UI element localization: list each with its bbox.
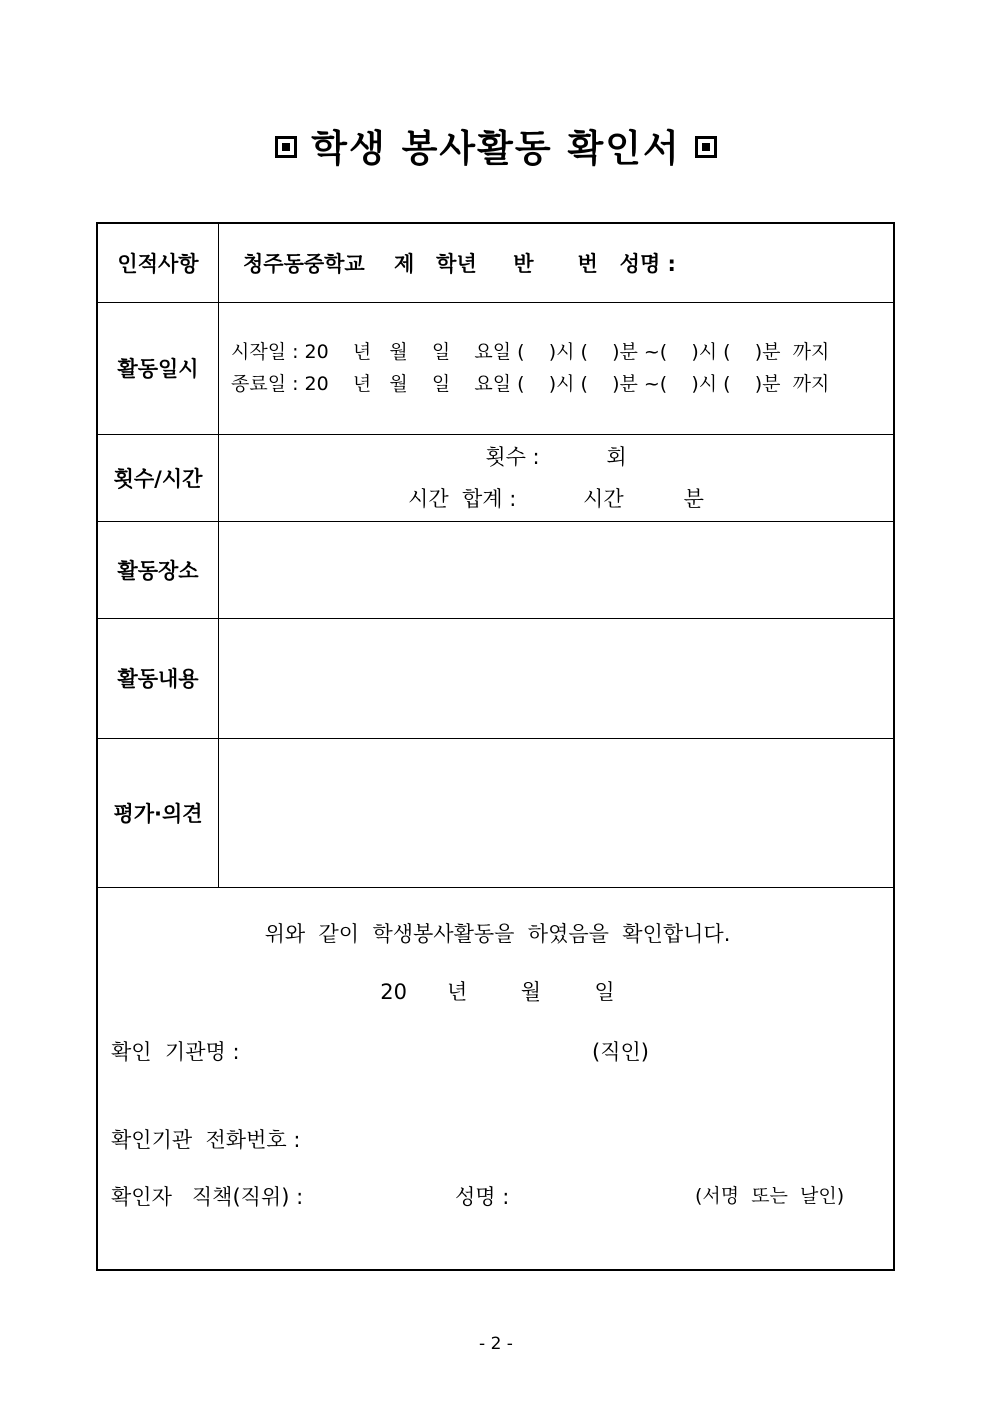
place-row [97, 521, 894, 618]
name-label: 성명 : [455, 1184, 510, 1209]
org-phone-label: 확인기관 전화번호 : [111, 1127, 301, 1152]
page-title [0, 118, 992, 172]
position-label: 확인자 직책(직위) : [111, 1184, 304, 1209]
signature-label: (서명 또는 날인) [695, 1184, 845, 1207]
confirm-statement: 위와 같이 학생봉사활동을 하였음을 확인합니다. [264, 921, 731, 946]
times-line: 횟수 : 회 [485, 444, 627, 469]
place-label: 활동장소 [97, 521, 219, 618]
datetime-row [97, 302, 894, 434]
confirmation-section [97, 887, 894, 1270]
evaluation-row [97, 738, 894, 887]
page-number: - 2 - [479, 1334, 513, 1354]
seal-label: (직인) [592, 1039, 649, 1064]
count-row [97, 434, 894, 521]
content-row [97, 618, 894, 738]
datetime-label: 활동일시 [97, 302, 219, 434]
datetime-field[interactable] [219, 302, 895, 434]
identity-label: 인적사항 [97, 223, 219, 302]
identity-field[interactable]: 청주동중학교 제 학년 반 번 성명 : [219, 223, 895, 302]
start-date-line: 시작일 : 20 년 월 일 요일 ( )시 ( )분 ~( )시 ( )분 까지 [231, 341, 830, 363]
content-field[interactable] [219, 618, 895, 738]
total-time-line: 시간 합계 : 시간 분 [408, 486, 704, 511]
evaluation-label: 평가·의견 [97, 738, 219, 887]
square-bullet-icon [275, 136, 297, 158]
evaluation-field[interactable] [219, 738, 895, 887]
confirmation-form-table [96, 222, 895, 1271]
square-bullet-icon [695, 136, 717, 158]
confirm-date: 20 년 월 일 [380, 979, 615, 1004]
identity-row [97, 223, 894, 302]
end-date-line: 종료일 : 20 년 월 일 요일 ( )시 ( )분 ~( )시 ( )분 까지 [231, 373, 830, 395]
content-label: 활동내용 [97, 618, 219, 738]
confirmation-row [97, 887, 894, 1270]
org-name-label: 확인 기관명 : [111, 1039, 240, 1064]
count-field[interactable] [219, 434, 895, 521]
place-field[interactable] [219, 521, 895, 618]
count-label: 횟수/시간 [97, 434, 219, 521]
title-text: 학생 봉사활동 확인서 [311, 127, 681, 170]
